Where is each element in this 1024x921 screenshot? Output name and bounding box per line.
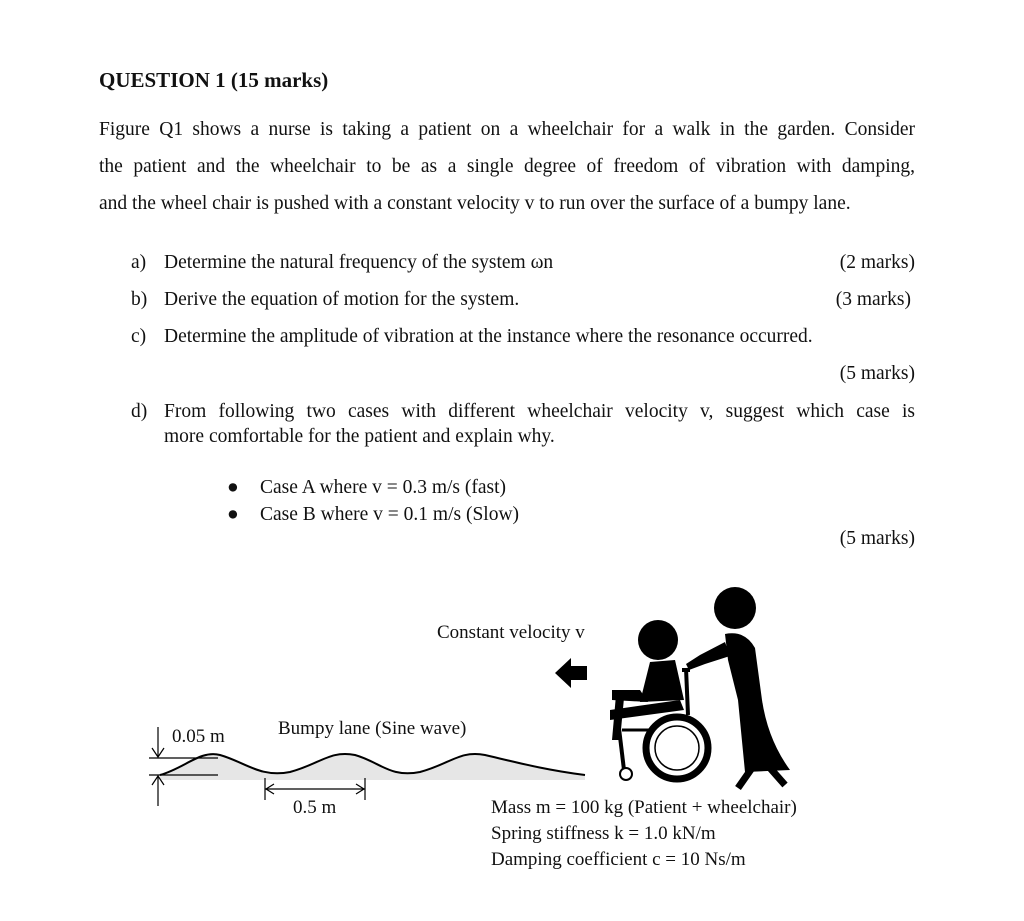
part-a-marks: (2 marks) (839, 252, 915, 273)
wavelength-label: 0.5 m (293, 797, 337, 818)
question-title: QUESTION 1 (15 marks) (99, 68, 329, 92)
part-b-text: Derive the equation of motion for the system. (164, 289, 520, 310)
spec-mass: Mass m = 100 kg (Patient + wheelchair) (491, 797, 797, 818)
part-d-marks: (5 marks) (839, 528, 915, 549)
intro-line-2: the patient and the wheelchair to be as a single degree of freedom of vibration with damping, (99, 156, 915, 177)
velocity-label: Constant velocity v (437, 622, 585, 643)
part-d-text-line1: From following two cases with different wheelchair velocity v, suggest which case is (164, 401, 915, 422)
case-a: Case A where v = 0.3 m/s (fast) (260, 477, 507, 498)
lane-label: Bumpy lane (Sine wave) (278, 718, 467, 739)
intro-line-1: Figure Q1 shows a nurse is taking a patient on a wheelchair for a walk in the garden. Consider (99, 119, 915, 140)
bullet-icon: ● (227, 504, 239, 525)
amplitude-label: 0.05 m (172, 726, 225, 747)
left-arrow-icon (555, 658, 587, 688)
part-c-label: c) (131, 326, 147, 347)
part-d-text-line2: more comfortable for the patient and explain why. (164, 426, 555, 447)
wheelchair-patient-icon (610, 620, 708, 780)
spec-stiffness: Spring stiffness k = 1.0 kN/m (491, 823, 716, 844)
part-b-marks: (3 marks) (835, 289, 911, 310)
part-c-text: Determine the amplitude of vibration at the instance where the resonance occurred. (164, 326, 813, 347)
part-c-marks: (5 marks) (839, 363, 915, 384)
part-a-text: Determine the natural frequency of the system ωn (164, 252, 554, 273)
part-b-label: b) (131, 289, 148, 310)
bullet-icon: ● (227, 477, 239, 498)
part-a-label: a) (131, 252, 147, 273)
intro-line-3: and the wheel chair is pushed with a constant velocity v to run over the surface of a bumpy lane. (99, 193, 851, 214)
part-d-label: d) (131, 401, 148, 422)
spec-damping: Damping coefficient c = 10 Ns/m (491, 849, 746, 870)
case-b: Case B where v = 0.1 m/s (Slow) (260, 504, 520, 525)
bumpy-lane-fill (160, 754, 585, 780)
